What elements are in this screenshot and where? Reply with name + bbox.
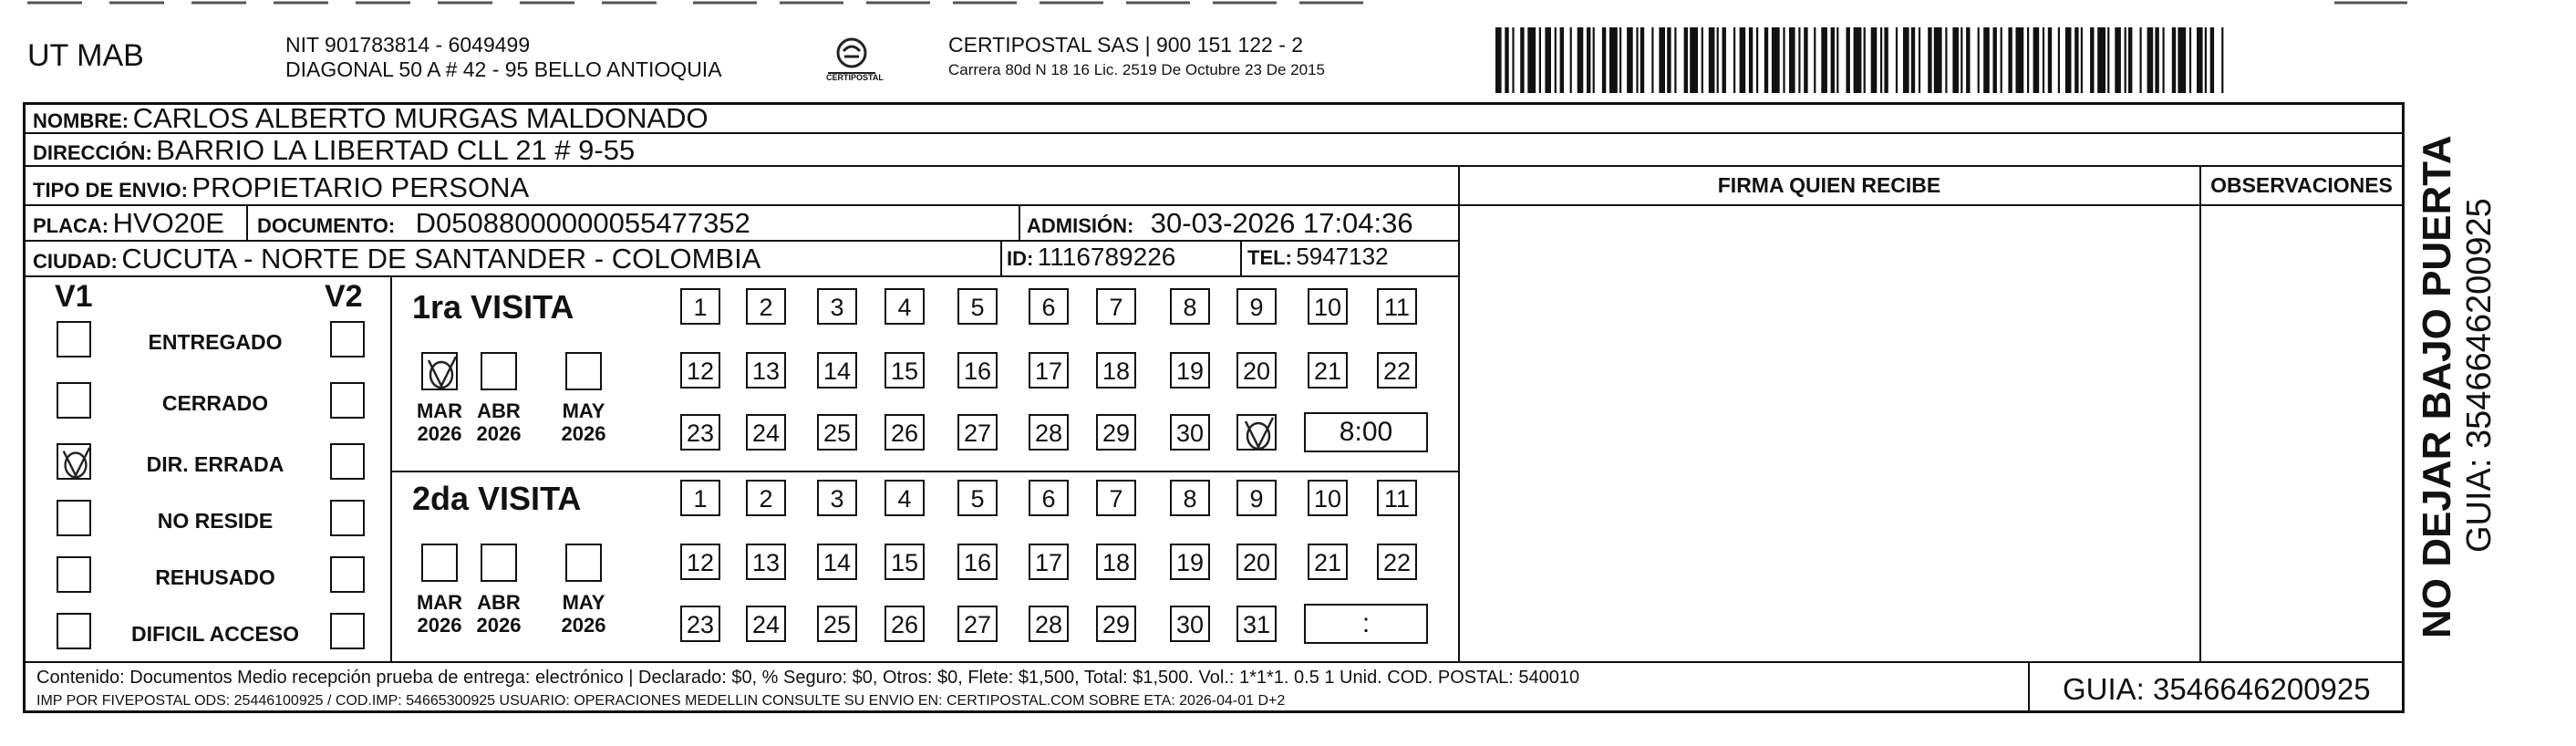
- direccion-label: DIRECCIÓN:: [33, 141, 152, 164]
- day-box[interactable]: 1: [680, 480, 720, 516]
- day-box[interactable]: 13: [746, 352, 786, 389]
- company-block: [948, 33, 1325, 82]
- placa-field: [33, 207, 224, 240]
- day-box[interactable]: 11: [1377, 480, 1417, 516]
- day-box[interactable]: 29: [1096, 414, 1136, 451]
- day-box[interactable]: 12: [680, 352, 720, 389]
- day-box[interactable]: 2: [746, 288, 786, 325]
- direccion-row: [33, 134, 635, 167]
- day-box[interactable]: 3: [817, 288, 857, 325]
- day-box[interactable]: 15: [885, 544, 925, 580]
- rule: [390, 471, 1458, 472]
- visit-time-box[interactable]: 8:00: [1304, 412, 1428, 452]
- observaciones-header: OBSERVACIONES: [2210, 173, 2393, 197]
- day-box[interactable]: 1: [680, 288, 720, 325]
- month-year: 2026: [476, 422, 522, 445]
- day-box[interactable]: 25: [817, 606, 857, 642]
- day-box[interactable]: 19: [1170, 544, 1210, 580]
- nombre-row: [33, 102, 709, 135]
- day-box[interactable]: 2: [746, 480, 786, 516]
- placa-label: PLACA:: [33, 214, 109, 237]
- month-name: ABR: [477, 399, 521, 422]
- v1-checkbox[interactable]: [57, 443, 91, 480]
- month-year: 2026: [417, 614, 462, 637]
- day-box[interactable]: 26: [885, 414, 925, 451]
- day-box[interactable]: 24: [746, 606, 786, 642]
- status-option-label: ENTREGADO: [148, 330, 283, 354]
- day-box[interactable]: 27: [957, 414, 998, 451]
- sender-block: [285, 33, 722, 82]
- sender-address: DIAGONAL 50 A # 42 - 95 BELLO ANTIOQUIA: [285, 57, 722, 81]
- day-box[interactable]: 28: [1029, 414, 1069, 451]
- nombre-label: NOMBRE:: [33, 109, 129, 132]
- observaciones-area[interactable]: [2201, 204, 2403, 660]
- day-box[interactable]: 11: [1377, 288, 1417, 325]
- tipo-value: PROPIETARIO PERSONA: [191, 171, 530, 203]
- rule: [25, 661, 2405, 663]
- day-box[interactable]: 5: [957, 288, 998, 325]
- visit-time-box[interactable]: :: [1304, 604, 1428, 644]
- v2-checkbox[interactable]: [330, 443, 365, 480]
- v2-checkbox[interactable]: [330, 613, 365, 649]
- documento-value: D05088000000055477352: [415, 207, 750, 239]
- day-box[interactable]: 26: [885, 606, 925, 642]
- month-label: [556, 399, 611, 445]
- admision-label: ADMISIÓN:: [1027, 214, 1134, 237]
- day-box[interactable]: 18: [1096, 352, 1136, 389]
- day-box[interactable]: 15: [885, 352, 925, 389]
- status-option-label: CERRADO: [161, 391, 269, 415]
- status-option-label: NO RESIDE: [157, 509, 274, 533]
- day-box[interactable]: 16: [957, 352, 998, 389]
- day-box[interactable]: 6: [1029, 480, 1069, 516]
- day-box[interactable]: 10: [1308, 288, 1348, 325]
- v2-checkbox[interactable]: [330, 382, 365, 419]
- month-name: MAY: [562, 399, 605, 422]
- day-box[interactable]: 16: [957, 544, 998, 580]
- month-label: [556, 591, 611, 637]
- visit-title: 1ra VISITA: [412, 288, 574, 326]
- day-box[interactable]: 18: [1096, 544, 1136, 580]
- day-box[interactable]: 10: [1308, 480, 1348, 516]
- check-mark-icon: [423, 354, 460, 392]
- day-box[interactable]: 30: [1170, 606, 1210, 642]
- day-box[interactable]: 7: [1096, 480, 1136, 516]
- rule: [390, 275, 392, 661]
- day-box[interactable]: 5: [957, 480, 998, 516]
- ciudad-value: CUCUTA - NORTE DE SANTANDER - COLOMBIA: [121, 243, 761, 275]
- v1-checkbox[interactable]: [57, 556, 91, 593]
- day-box[interactable]: 12: [680, 544, 720, 580]
- day-box[interactable]: [1236, 414, 1277, 451]
- day-box[interactable]: 8: [1170, 288, 1210, 325]
- check-mark-icon: [1238, 416, 1278, 452]
- day-box[interactable]: 28: [1029, 606, 1069, 642]
- rule: [1240, 240, 1242, 275]
- tel-field: [1247, 243, 1389, 271]
- direccion-value: BARRIO LA LIBERTAD CLL 21 # 9-55: [156, 134, 636, 166]
- month-label: [412, 591, 467, 637]
- day-box[interactable]: 7: [1096, 288, 1136, 325]
- day-box[interactable]: 22: [1377, 352, 1417, 389]
- rule: [2028, 661, 2030, 713]
- day-box[interactable]: 9: [1236, 288, 1277, 325]
- v2-checkbox[interactable]: [330, 321, 365, 357]
- day-box[interactable]: 19: [1170, 352, 1210, 389]
- company-name: CERTIPOSTAL SAS | 900 151 122 - 2: [948, 33, 1304, 57]
- day-box[interactable]: 20: [1236, 352, 1277, 389]
- tipo-label: TIPO DE ENVIO:: [33, 179, 188, 202]
- month-checkbox[interactable]: [481, 352, 517, 390]
- day-box[interactable]: 17: [1029, 352, 1069, 389]
- month-year: 2026: [561, 614, 606, 637]
- rule: [25, 275, 1458, 277]
- status-option-label: DIFICIL ACCESO: [130, 622, 299, 646]
- side-warning: NO DEJAR BAJO PUERTA: [2415, 135, 2459, 638]
- day-box[interactable]: 4: [885, 288, 925, 325]
- v1-checkbox[interactable]: [57, 613, 91, 649]
- id-label: ID:: [1007, 247, 1034, 270]
- day-box[interactable]: 8: [1170, 480, 1210, 516]
- month-checkbox[interactable]: [565, 544, 602, 582]
- documento-label: DOCUMENTO:: [257, 214, 396, 237]
- tel-value: 5947132: [1296, 243, 1389, 270]
- contenido-text: Contenido: Documentos Medio recepción prueba de entrega: electrónico | Declarado: $0, % Seguro: $0, Otros: $0, Flete: $1,500, Total: $1,500. Vol.: 1*1*1. 0.5 1 Unid. COD. POSTAL: 540010: [36, 668, 1580, 688]
- day-box[interactable]: 21: [1308, 544, 1348, 580]
- v1-header: V1: [55, 279, 93, 314]
- day-box[interactable]: 31: [1236, 606, 1277, 642]
- admision-value: 30-03-2026 17:04:36: [1150, 207, 1413, 239]
- month-label: [412, 399, 467, 445]
- rule: [25, 240, 1458, 242]
- rule: [246, 204, 248, 240]
- v1-checkbox[interactable]: [57, 500, 91, 536]
- logo-text: CERTIPOSTAL: [826, 73, 884, 82]
- day-box[interactable]: 4: [885, 480, 925, 516]
- id-field: [1007, 243, 1175, 272]
- visit-title: 2da VISITA: [412, 480, 582, 517]
- day-box[interactable]: 14: [817, 352, 857, 389]
- ciudad-label: CIUDAD:: [33, 250, 118, 273]
- month-checkbox[interactable]: [421, 352, 458, 390]
- day-box[interactable]: 29: [1096, 606, 1136, 642]
- month-checkbox[interactable]: [421, 544, 458, 582]
- day-box[interactable]: 9: [1236, 480, 1277, 516]
- rule: [1019, 204, 1020, 240]
- rule: [1000, 240, 1002, 275]
- tel-label: TEL:: [1247, 246, 1292, 269]
- company-license: Carrera 80d N 18 16 Lic. 2519 De Octubre 23 De 2015: [948, 61, 1325, 78]
- month-name: MAR: [416, 591, 463, 614]
- month-label: [471, 591, 526, 637]
- month-year: 2026: [561, 422, 606, 445]
- certipostal-logo: [819, 29, 885, 95]
- day-box[interactable]: 21: [1308, 352, 1348, 389]
- sender-nit: NIT 901783814 - 6049499: [285, 33, 531, 57]
- day-box[interactable]: 14: [817, 544, 857, 580]
- day-box[interactable]: 22: [1377, 544, 1417, 580]
- month-name: MAR: [416, 399, 463, 422]
- status-option-label: DIR. ERRADA: [146, 452, 284, 476]
- barcode-icon: [1495, 27, 2225, 93]
- tipo-row: [33, 171, 529, 204]
- day-box[interactable]: 23: [680, 414, 720, 451]
- id-value: 1116789226: [1037, 243, 1176, 271]
- month-year: 2026: [417, 422, 462, 445]
- day-box[interactable]: 23: [680, 606, 720, 642]
- ciudad-field: [33, 243, 760, 275]
- month-checkbox[interactable]: [481, 544, 517, 582]
- day-box[interactable]: 24: [746, 414, 786, 451]
- day-box[interactable]: 27: [957, 606, 998, 642]
- v2-header: V2: [325, 279, 363, 314]
- day-box[interactable]: 20: [1236, 544, 1277, 580]
- scan-edge-marks: [0, 0, 2576, 9]
- v2-checkbox[interactable]: [330, 556, 365, 593]
- day-box[interactable]: 17: [1029, 544, 1069, 580]
- day-box[interactable]: 3: [817, 480, 857, 516]
- month-name: MAY: [562, 591, 605, 614]
- documento-field: [257, 207, 750, 240]
- firma-header: FIRMA QUIEN RECIBE: [1717, 173, 1941, 197]
- status-option-label: REHUSADO: [155, 565, 275, 589]
- v1-checkbox[interactable]: [57, 382, 91, 419]
- month-label: [471, 399, 526, 445]
- admision-field: [1027, 207, 1413, 240]
- v2-checkbox[interactable]: [330, 500, 365, 536]
- day-box[interactable]: 30: [1170, 414, 1210, 451]
- side-guia: GUIA: 3546646200925: [2460, 198, 2498, 553]
- imp-text: IMP POR FIVEPOSTAL ODS: 25446100925 / COD.IMP: 54665300925 USUARIO: OPERACIONES MEDELLIN CONSULTE SU ENVIO EN: CERTIPOSTAL.COM SOBRE ETA: 2026-04-01 D+2: [36, 693, 1286, 709]
- guia-footer: GUIA: 3546646200925: [2063, 672, 2371, 706]
- firma-area[interactable]: [1460, 204, 2198, 660]
- month-checkbox[interactable]: [565, 352, 602, 390]
- nombre-value: CARLOS ALBERTO MURGAS MALDONADO: [132, 102, 709, 134]
- month-year: 2026: [476, 614, 522, 637]
- check-mark-icon: [58, 445, 93, 482]
- placa-value: HVO20E: [112, 207, 224, 239]
- month-name: ABR: [477, 591, 521, 614]
- header-code: UT MAB: [27, 38, 144, 73]
- day-box[interactable]: 13: [746, 544, 786, 580]
- day-box[interactable]: 25: [817, 414, 857, 451]
- day-box[interactable]: 6: [1029, 288, 1069, 325]
- v1-checkbox[interactable]: [57, 321, 91, 357]
